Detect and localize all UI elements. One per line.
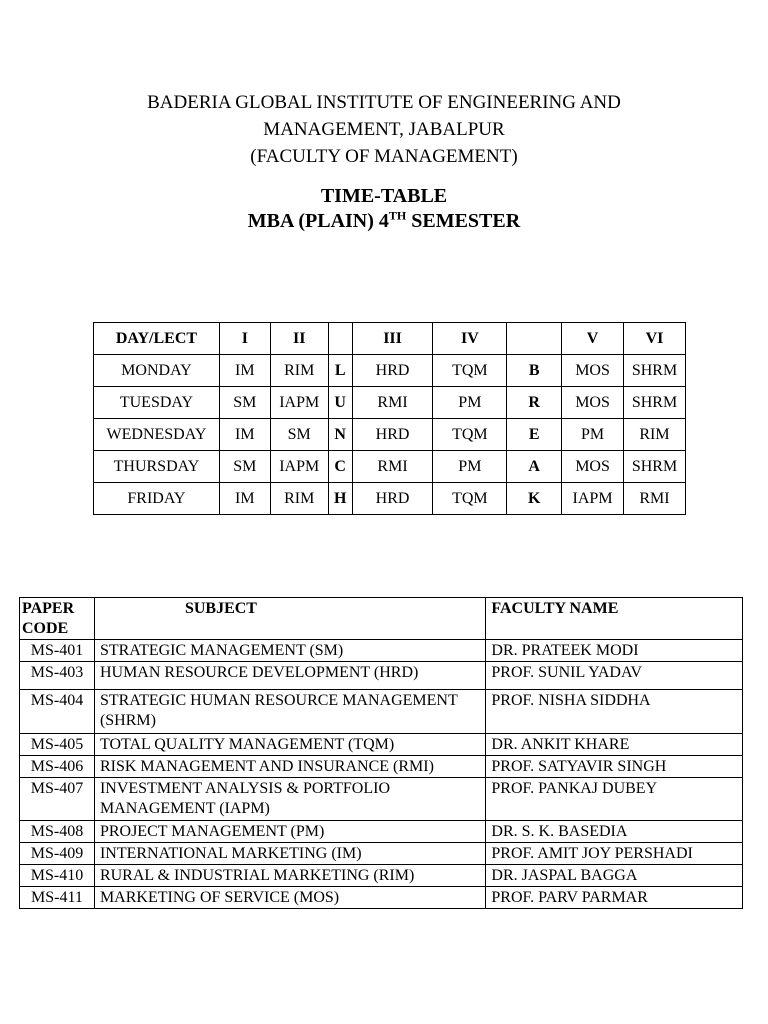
paper-code-cell: MS-401	[20, 640, 95, 662]
subject-cell: HUMAN RESOURCE DEVELOPMENT (HRD)	[94, 662, 485, 690]
document-title: TIME-TABLE	[320, 185, 448, 207]
paper-code-cell: MS-408	[20, 821, 95, 843]
timetable-row	[94, 355, 686, 387]
paper-code-cell: MS-403	[20, 662, 95, 690]
paper-code-cell: MS-404	[20, 690, 95, 734]
timetable-header-cell: VI	[624, 323, 686, 355]
lecture-cell: IM	[219, 483, 270, 515]
day-cell: TUESDAY	[94, 387, 220, 419]
break-letter-cell: B	[507, 355, 562, 387]
faculty-name: (FACULTY OF MANAGEMENT)	[250, 146, 518, 167]
faculty-cell: PROF. AMIT JOY PERSHADI	[486, 843, 743, 865]
lecture-cell: MOS	[562, 387, 624, 419]
lunch-letter-cell: U	[328, 387, 352, 419]
day-cell: FRIDAY	[94, 483, 220, 515]
lecture-cell: RIM	[624, 419, 686, 451]
lecture-cell: PM	[433, 451, 507, 483]
day-cell: THURSDAY	[94, 451, 220, 483]
subject-cell: MARKETING OF SERVICE (MOS)	[94, 887, 485, 909]
lecture-cell: TQM	[433, 483, 507, 515]
lunch-letter-cell: H	[328, 483, 352, 515]
faculty-cell: PROF. SUNIL YADAV	[486, 662, 743, 690]
subject-cell: STRATEGIC MANAGEMENT (SM)	[94, 640, 485, 662]
break-letter-cell: E	[507, 419, 562, 451]
faculty-cell: DR. JASPAL BAGGA	[486, 865, 743, 887]
day-cell: WEDNESDAY	[94, 419, 220, 451]
paper-code-cell: MS-407	[20, 778, 95, 821]
break-letter-cell: A	[507, 451, 562, 483]
lunch-letter-cell: L	[328, 355, 352, 387]
timetable-header-cell: IV	[433, 323, 507, 355]
break-letter-cell: K	[507, 483, 562, 515]
break-letter-cell: R	[507, 387, 562, 419]
lecture-cell: IM	[219, 419, 270, 451]
subject-cell: TOTAL QUALITY MANAGEMENT (TQM)	[94, 734, 485, 756]
institute-name-line2: MANAGEMENT, JABALPUR	[263, 119, 505, 140]
lecture-cell: MOS	[562, 451, 624, 483]
lecture-cell: SM	[219, 387, 270, 419]
paper-code-cell: MS-406	[20, 756, 95, 778]
lunch-letter-cell: N	[328, 419, 352, 451]
day-cell: MONDAY	[94, 355, 220, 387]
lecture-cell: RIM	[270, 355, 328, 387]
paper-code-cell: MS-405	[20, 734, 95, 756]
timetable-header-cell: I	[219, 323, 270, 355]
lecture-cell: HRD	[352, 355, 433, 387]
subtitle-superscript: TH	[388, 208, 407, 223]
paper-code-cell: MS-409	[20, 843, 95, 865]
faculty-name-header: FACULTY NAME	[486, 598, 743, 640]
subject-cell: RURAL & INDUSTRIAL MARKETING (RIM)	[94, 865, 485, 887]
paper-code-cell: MS-410	[20, 865, 95, 887]
lecture-cell: MOS	[562, 355, 624, 387]
faculty-cell: PROF. PANKAJ DUBEY	[486, 778, 743, 821]
lecture-cell: SHRM	[624, 387, 686, 419]
faculty-cell: DR. ANKIT KHARE	[486, 734, 743, 756]
paper-code-header: PAPER CODE	[20, 598, 95, 640]
faculty-cell: DR. S. K. BASEDIA	[486, 821, 743, 843]
subject-cell: STRATEGIC HUMAN RESOURCE MANAGEMENT (SHRM)	[94, 690, 485, 734]
subject-cell: INVESTMENT ANALYSIS & PORTFOLIO MANAGEMENT (IAPM)	[94, 778, 485, 821]
subject-row	[20, 640, 743, 662]
timetable-header-cell: V	[562, 323, 624, 355]
subject-row	[20, 690, 743, 734]
subject-cell: RISK MANAGEMENT AND INSURANCE (RMI)	[94, 756, 485, 778]
timetable-header-cell: III	[352, 323, 433, 355]
lecture-cell: IAPM	[562, 483, 624, 515]
lecture-cell: TQM	[433, 419, 507, 451]
timetable-header-cell: DAY/LECT	[94, 323, 220, 355]
document-subtitle	[0, 208, 768, 234]
subject-row	[20, 887, 743, 909]
faculty-cell: PROF. NISHA SIDDHA	[486, 690, 743, 734]
lecture-cell: PM	[562, 419, 624, 451]
lecture-cell: SM	[270, 419, 328, 451]
lecture-cell: SHRM	[624, 451, 686, 483]
timetable-row	[94, 387, 686, 419]
lecture-cell: SHRM	[624, 355, 686, 387]
lecture-cell: IAPM	[270, 387, 328, 419]
timetable-row	[94, 483, 686, 515]
faculty-cell: PROF. SATYAVIR SINGH	[486, 756, 743, 778]
lecture-cell: TQM	[433, 355, 507, 387]
timetable-row	[94, 419, 686, 451]
lecture-cell: RMI	[352, 451, 433, 483]
timetable	[93, 322, 686, 515]
lecture-cell: RIM	[270, 483, 328, 515]
subject-header: SUBJECT	[94, 598, 485, 640]
lecture-cell: RMI	[624, 483, 686, 515]
faculty-cell: DR. PRATEEK MODI	[486, 640, 743, 662]
subject-row	[20, 778, 743, 821]
timetable-header-cell: II	[270, 323, 328, 355]
lunch-letter-cell: C	[328, 451, 352, 483]
subject-table	[19, 597, 743, 909]
timetable-header-cell	[507, 323, 562, 355]
subtitle-suffix: SEMESTER	[406, 210, 521, 232]
institute-heading	[0, 89, 768, 170]
subject-table-header-row	[20, 598, 743, 640]
faculty-cell: PROF. PARV PARMAR	[486, 887, 743, 909]
lecture-cell: HRD	[352, 419, 433, 451]
subtitle-text: MBA (PLAIN) 4	[247, 210, 389, 232]
subject-row	[20, 734, 743, 756]
subject-cell: PROJECT MANAGEMENT (PM)	[94, 821, 485, 843]
lecture-cell: PM	[433, 387, 507, 419]
timetable-row	[94, 451, 686, 483]
paper-code-cell: MS-411	[20, 887, 95, 909]
institute-name-line1: BADERIA GLOBAL INSTITUTE OF ENGINEERING AND	[147, 92, 621, 113]
timetable-header-row	[94, 323, 686, 355]
lecture-cell: HRD	[352, 483, 433, 515]
subject-row	[20, 756, 743, 778]
subject-row	[20, 843, 743, 865]
lecture-cell: IM	[219, 355, 270, 387]
lecture-cell: SM	[219, 451, 270, 483]
lecture-cell: IAPM	[270, 451, 328, 483]
subject-cell: INTERNATIONAL MARKETING (IM)	[94, 843, 485, 865]
subject-row	[20, 821, 743, 843]
timetable-header-cell	[328, 323, 352, 355]
lecture-cell: RMI	[352, 387, 433, 419]
subject-row	[20, 865, 743, 887]
subject-row	[20, 662, 743, 690]
